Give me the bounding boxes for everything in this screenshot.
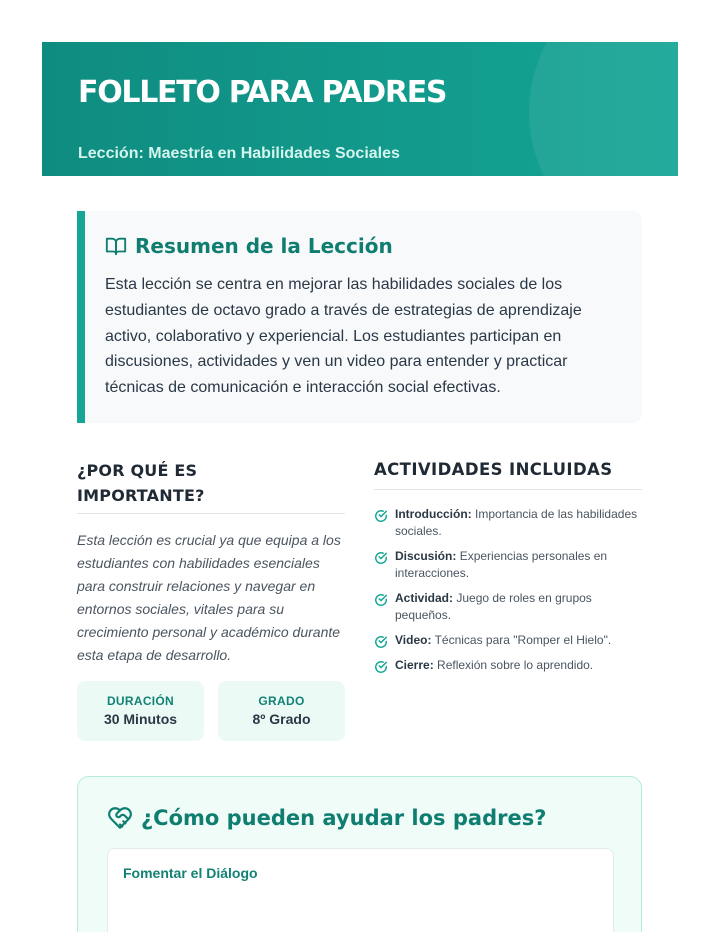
page-title: FOLLETO PARA PADRES — [78, 75, 447, 110]
activity-text: Técnicas para "Romper el Hielo". — [434, 633, 612, 647]
list-item — [374, 632, 644, 649]
activity-text: Juego de roles en grupos pequeños. — [395, 591, 592, 622]
why-heading: ¿POR QUÉ ES IMPORTANTE? — [77, 461, 205, 505]
check-circle-icon — [374, 509, 388, 523]
header-banner — [42, 42, 678, 176]
help-card-title: Fomentar el Diálogo — [123, 865, 258, 881]
help-card — [107, 848, 614, 932]
check-circle-icon — [374, 593, 388, 607]
activity-title: Discusión: — [395, 549, 457, 563]
lesson-summary-card — [77, 211, 642, 423]
check-circle-icon — [374, 551, 388, 565]
list-item — [374, 590, 644, 624]
check-circle-icon — [374, 660, 388, 674]
why-divider — [77, 513, 345, 514]
activities-heading: ACTIVIDADES INCLUIDAS — [374, 460, 613, 479]
list-item — [374, 657, 644, 674]
stat-grade-label: GRADO — [258, 694, 305, 708]
check-circle-icon — [374, 635, 388, 649]
stat-duration — [77, 681, 204, 741]
help-heading-text: ¿Cómo pueden ayudar los padres? — [141, 806, 547, 830]
stat-grade-value: 8º Grado — [252, 711, 311, 727]
activity-title: Video: — [395, 633, 432, 647]
stat-duration-value: 30 Minutos — [103, 711, 178, 727]
summary-heading-text: Resumen de la Lección — [135, 234, 393, 258]
activity-title: Cierre: — [395, 658, 434, 672]
why-text: Esta lección es crucial ya que equipa a los estudiantes con habilidades esenciales para construir relaciones y navegar en entornos sociales, vitales para su crecimiento personal y académico durante esta etapa de desarrollo. — [77, 532, 341, 663]
activity-text: Importancia de las habilidades sociales. — [395, 507, 638, 538]
book-open-icon — [105, 235, 127, 257]
summary-text: Esta lección se centra en mejorar las habilidades sociales de los estudiantes de octavo grado a través de estrategias de aprendizaje activo, colaborativo y experiencial. Los estudiantes participan en discusiones, actividades y ven un video para entender y practicar técnicas de comunicación e interacción social efectivas. — [105, 276, 582, 397]
activity-title: Introducción: — [395, 507, 472, 521]
activity-text: Reflexión sobre lo aprendido. — [437, 658, 594, 672]
summary-heading — [105, 234, 393, 258]
page-subtitle: Lección: Maestría en Habilidades Sociales — [78, 145, 400, 162]
heart-handshake-icon — [107, 805, 133, 831]
parents-help-section — [77, 776, 642, 932]
activity-text: Experiencias personales en interacciones. — [395, 549, 608, 580]
list-item — [374, 506, 644, 540]
stat-duration-label: DURACIÓN — [106, 694, 175, 708]
help-heading — [107, 805, 546, 831]
activities-list — [374, 506, 644, 682]
header-decor-circle — [529, 42, 678, 176]
activities-divider — [374, 489, 642, 490]
list-item — [374, 548, 644, 582]
stat-grade — [218, 681, 345, 741]
activity-title: Actividad: — [395, 591, 454, 605]
